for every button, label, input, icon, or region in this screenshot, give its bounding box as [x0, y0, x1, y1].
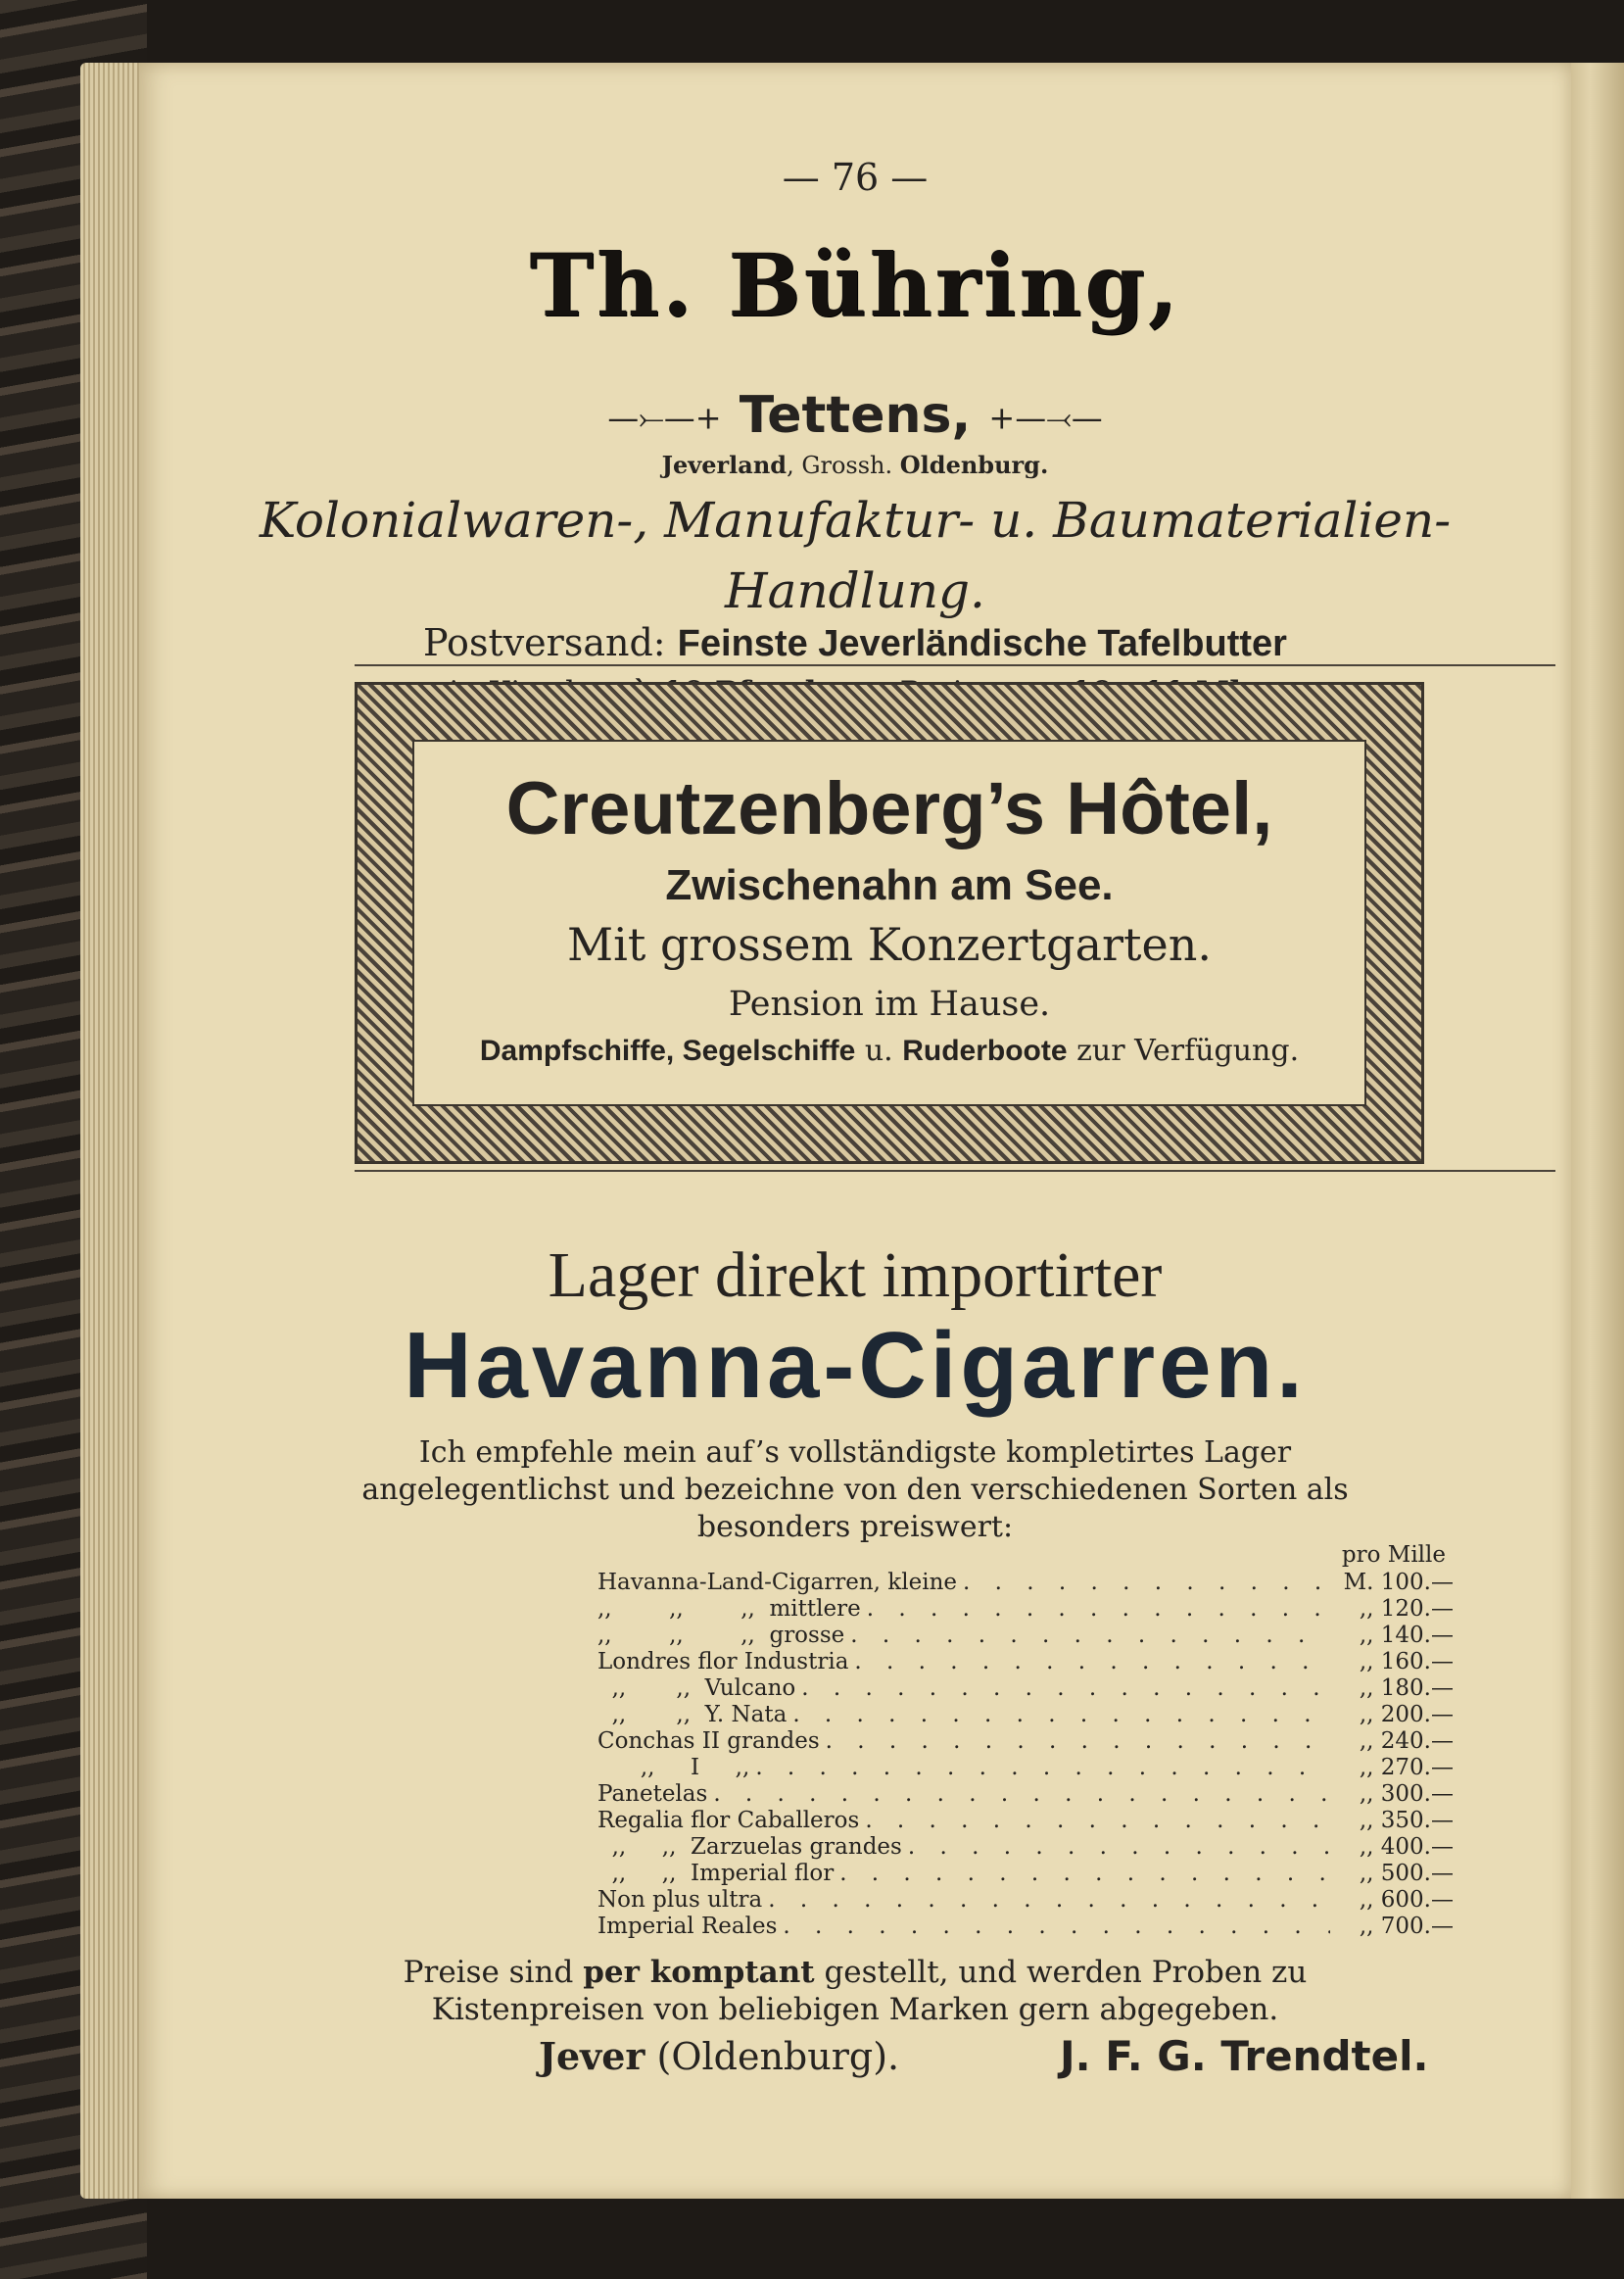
price-name: ,, ,, Zarzuelas grandes: [597, 1834, 902, 1860]
location-oldenburg: Oldenburg.: [899, 451, 1049, 479]
footer-location: [539, 2034, 899, 2078]
price-name: Londres flor Industria: [597, 1649, 849, 1674]
book-page: [139, 63, 1571, 2199]
price-name: ,, I ,,: [597, 1755, 750, 1780]
price-value: ,, 160.—: [1359, 1649, 1454, 1674]
leader-dots: [839, 1861, 1330, 1886]
price-value: ,, 120.—: [1359, 1596, 1454, 1622]
preise-b: per komptant: [583, 1955, 815, 1990]
price-name: ,, ,, Y. Nata: [597, 1702, 788, 1727]
leader-dots: [850, 1623, 1330, 1648]
preise-a: Preise sind: [403, 1955, 584, 1990]
price-name: Panetelas: [597, 1781, 708, 1807]
price-name: Conchas II grandes: [597, 1728, 820, 1754]
price-rows: [597, 1570, 1454, 1940]
price-name: Non plus ultra: [597, 1887, 763, 1913]
hotel-verf: zur Verfügung.: [1067, 1034, 1300, 1068]
hotel-location: Zwischenahn am See.: [665, 861, 1114, 909]
hotel-u: u.: [855, 1034, 903, 1068]
price-name: ,, ,, Vulcano: [597, 1675, 796, 1701]
divider-rule-2: [355, 1170, 1555, 1172]
price-row: [597, 1675, 1454, 1702]
price-value: M. 100.—: [1343, 1570, 1454, 1595]
price-row: [597, 1808, 1454, 1834]
leader-dots: [867, 1596, 1330, 1622]
footer-city: Jever: [539, 2034, 645, 2078]
postversand-label: Postversand:: [423, 621, 678, 664]
preise-line: [139, 1954, 1571, 2028]
price-value: ,, 600.—: [1359, 1887, 1454, 1913]
location-jeverland: Jeverland: [661, 451, 788, 479]
price-row: [597, 1728, 1454, 1755]
cigar-intro: Ich empfehle mein auf’s vollständigste kompletirtes Lager angelegentlichst und bezeichne von den verschiedenen Sorten als besonders preiswert:: [361, 1435, 1349, 1544]
havanna-heading: Havanna-Cigarren.: [404, 1313, 1307, 1418]
price-row: [597, 1570, 1454, 1596]
price-name: Havanna-Land-Cigarren, kleine: [597, 1570, 957, 1595]
price-name: Regalia flor Caballeros: [597, 1808, 860, 1833]
tettens-line: [139, 386, 1571, 445]
price-value: ,, 500.—: [1359, 1861, 1454, 1886]
buhring-name: Th. Bühring,: [529, 234, 1181, 336]
leader-dots: [713, 1781, 1330, 1807]
price-value: ,, 240.—: [1359, 1728, 1454, 1754]
price-value: ,, 350.—: [1359, 1808, 1454, 1833]
price-name: ,, ,, ,, mittlere: [597, 1596, 861, 1622]
location-line: [139, 451, 1571, 479]
leader-dots: [908, 1834, 1330, 1860]
hotel-konzert: Mit grossem Konzertgarten.: [567, 918, 1212, 971]
leader-dots: [768, 1887, 1330, 1913]
price-row: [597, 1702, 1454, 1728]
price-value: ,, 270.—: [1359, 1755, 1454, 1780]
location-grossh: , Grossh.: [787, 452, 900, 479]
price-row: [597, 1834, 1454, 1861]
price-row: [597, 1861, 1454, 1887]
postversand-text: Feinste Jeverländische Tafelbutter: [677, 623, 1287, 664]
leader-dots: [826, 1728, 1330, 1754]
price-row: [597, 1887, 1454, 1914]
footer-region: (Oldenburg).: [645, 2035, 900, 2078]
price-row: [597, 1596, 1454, 1623]
town-name: Tettens,: [739, 386, 972, 445]
preise-c: gestellt, und werden Proben zu Kistenpreisen von beliebigen Marken gern abgegeben.: [431, 1955, 1308, 2027]
lager-heading: Lager direkt importirter: [548, 1239, 1163, 1311]
price-row: [597, 1914, 1454, 1940]
trade-line-2: Handlung.: [725, 562, 985, 619]
leader-dots: [854, 1649, 1330, 1674]
price-name: ,, ,, ,, grosse: [597, 1623, 845, 1648]
hotel-ruder: Ruderboote: [902, 1035, 1068, 1067]
leader-dots: [865, 1808, 1330, 1833]
price-value: ,, 140.—: [1359, 1623, 1454, 1648]
price-value: ,, 200.—: [1359, 1702, 1454, 1727]
ornament-left-icon: —⤚—+: [607, 399, 722, 437]
price-name: ,, ,, Imperial flor: [597, 1861, 835, 1886]
hotel-ad-frame: [355, 682, 1424, 1164]
price-value: ,, 400.—: [1359, 1834, 1454, 1860]
price-name: Imperial Reales: [597, 1914, 778, 1939]
postversand-line: [139, 621, 1571, 665]
trade-line-1: Kolonialwaren-, Manufaktur- u. Baumaterialien-: [259, 492, 1452, 549]
price-row: [597, 1781, 1454, 1808]
divider-rule: [355, 664, 1555, 666]
price-value: ,, 700.—: [1359, 1914, 1454, 1939]
leader-dots: [783, 1914, 1330, 1939]
footer-firm: J. F. G. Trendtel.: [1060, 2032, 1429, 2080]
hotel-boats: [414, 1034, 1364, 1068]
price-row: [597, 1755, 1454, 1781]
hotel-pension: Pension im Hause.: [728, 985, 1051, 1024]
facing-page-edge: [1567, 63, 1624, 2199]
price-row: [597, 1623, 1454, 1649]
price-row: [597, 1649, 1454, 1675]
hotel-ad-panel: [412, 740, 1366, 1106]
pro-mille-label: pro Mille: [1341, 1542, 1446, 1568]
leader-dots: [963, 1570, 1330, 1595]
leader-dots: [755, 1755, 1330, 1780]
price-value: ,, 180.—: [1359, 1675, 1454, 1701]
page-number: — 76 —: [782, 156, 929, 199]
price-list: [597, 1542, 1454, 1940]
hotel-title: Creutzenberg’s Hôtel,: [505, 767, 1273, 850]
leader-dots: [792, 1702, 1330, 1727]
hotel-dampf: Dampfschiffe, Segelschiffe: [479, 1035, 856, 1067]
leader-dots: [801, 1675, 1330, 1701]
price-value: ,, 300.—: [1359, 1781, 1454, 1807]
ornament-right-icon: +—⤙—: [988, 399, 1103, 437]
